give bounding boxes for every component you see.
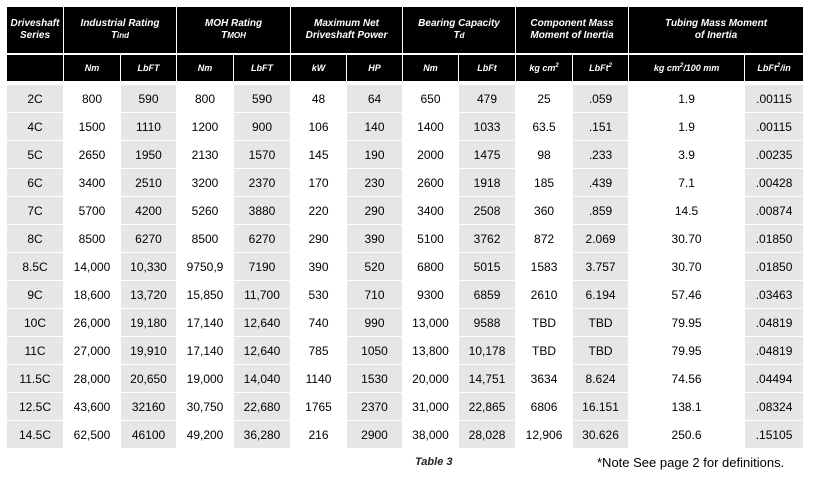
table-row: [7, 113, 803, 141]
cell-tubing-lbft: .15105: [745, 421, 803, 449]
cell-component-lbft: 2.069: [573, 225, 629, 253]
cell-component-kgcm: 872: [516, 225, 573, 253]
cell-moh-lbft: 7190: [234, 253, 291, 281]
cell-industrial-lbft: 32160: [121, 393, 177, 421]
cell-tubing-kgcm: 74.56: [629, 365, 745, 393]
cell-bearing-nm: 1400: [403, 113, 459, 141]
cell-tubing-kgcm: 30.70: [629, 253, 745, 281]
cell-bearing-nm: 13,800: [403, 337, 459, 365]
table-row: [7, 393, 803, 421]
cell-industrial-nm: 800: [64, 85, 121, 113]
cell-industrial-lbft: 4200: [121, 197, 177, 225]
spec-table-wrapper: [7, 7, 803, 449]
header-industrial-rating: [64, 7, 177, 53]
cell-series: 8.5C: [7, 253, 64, 281]
cell-component-kgcm: 6806: [516, 393, 573, 421]
cell-component-lbft: 8.624: [573, 365, 629, 393]
cell-tubing-lbft: .01850: [745, 225, 803, 253]
cell-component-kgcm: 98: [516, 141, 573, 169]
cell-moh-nm: 5260: [177, 197, 234, 225]
cell-kw: 216: [291, 421, 347, 449]
cell-hp: 230: [347, 169, 403, 197]
cell-component-kgcm: 360: [516, 197, 573, 225]
table-row: [7, 225, 803, 253]
cell-bearing-nm: 6800: [403, 253, 459, 281]
cell-kw: 145: [291, 141, 347, 169]
header-moh-title: MOH Rating: [204, 18, 263, 29]
header-moh-symbol: T: [221, 30, 228, 41]
cell-series: 11.5C: [7, 365, 64, 393]
table-row: [7, 309, 803, 337]
cell-series: 4C: [7, 113, 64, 141]
table-row: [7, 197, 803, 225]
cell-moh-nm: 1200: [177, 113, 234, 141]
cell-series: 6C: [7, 169, 64, 197]
cell-industrial-nm: 1500: [64, 113, 121, 141]
cell-bearing-lbft: 3762: [459, 225, 516, 253]
table-row: [7, 365, 803, 393]
cell-component-kgcm: 2610: [516, 281, 573, 309]
unit-tubing-kgcm: [629, 53, 745, 81]
cell-bearing-lbft: 14,751: [459, 365, 516, 393]
cell-bearing-lbft: 28,028: [459, 421, 516, 449]
cell-moh-nm: 2130: [177, 141, 234, 169]
cell-bearing-lbft: 9588: [459, 309, 516, 337]
cell-component-lbft: 16.151: [573, 393, 629, 421]
cell-bearing-lbft: 5015: [459, 253, 516, 281]
cell-industrial-lbft: 20,650: [121, 365, 177, 393]
cell-industrial-nm: 27,000: [64, 337, 121, 365]
cell-industrial-lbft: 19,180: [121, 309, 177, 337]
cell-kw: 740: [291, 309, 347, 337]
cell-series: 5C: [7, 141, 64, 169]
cell-industrial-nm: 62,500: [64, 421, 121, 449]
cell-component-lbft: .439: [573, 169, 629, 197]
cell-bearing-nm: 2600: [403, 169, 459, 197]
cell-moh-lbft: 36,280: [234, 421, 291, 449]
cell-hp: 140: [347, 113, 403, 141]
cell-industrial-nm: 8500: [64, 225, 121, 253]
cell-industrial-nm: 14,000: [64, 253, 121, 281]
unit-component-kgcm: [516, 53, 573, 81]
cell-moh-lbft: 14,040: [234, 365, 291, 393]
unit-component-lbft-sup: 2: [608, 63, 612, 69]
cell-component-lbft: 6.194: [573, 281, 629, 309]
cell-moh-lbft: 12,640: [234, 337, 291, 365]
cell-tubing-lbft: .08324: [745, 393, 803, 421]
unit-tubing-kgcm-sup: 2: [679, 63, 684, 69]
cell-industrial-nm: 28,000: [64, 365, 121, 393]
cell-industrial-lbft: 6270: [121, 225, 177, 253]
cell-tubing-kgcm: 138.1: [629, 393, 745, 421]
table-row: [7, 421, 803, 449]
cell-component-kgcm: TBD: [516, 309, 573, 337]
cell-kw: 170: [291, 169, 347, 197]
table-row: [7, 169, 803, 197]
cell-bearing-lbft: 1918: [459, 169, 516, 197]
cell-bearing-nm: 2000: [403, 141, 459, 169]
cell-bearing-lbft: 2508: [459, 197, 516, 225]
table-row: [7, 281, 803, 309]
cell-tubing-lbft: .04819: [745, 309, 803, 337]
cell-series: 2C: [7, 85, 64, 113]
unit-component-lbft: [573, 53, 629, 81]
cell-component-lbft: 3.757: [573, 253, 629, 281]
cell-moh-lbft: 2370: [234, 169, 291, 197]
cell-kw: 1140: [291, 365, 347, 393]
cell-hp: 390: [347, 225, 403, 253]
cell-component-kgcm: 63.5: [516, 113, 573, 141]
cell-industrial-lbft: 10,330: [121, 253, 177, 281]
cell-tubing-kgcm: 79.95: [629, 337, 745, 365]
cell-tubing-kgcm: 1.9: [629, 113, 745, 141]
unit-tubing-lbft-sup: 2: [776, 63, 781, 69]
header-tubing-line1: Tubing Mass Moment: [665, 18, 768, 29]
unit-moh-nm: Nm: [177, 53, 234, 81]
header-power-line1: Maximum Net: [314, 18, 380, 29]
cell-tubing-kgcm: 79.95: [629, 309, 745, 337]
cell-moh-nm: 800: [177, 85, 234, 113]
cell-series: 8C: [7, 225, 64, 253]
header-moh-subscript: MOH: [227, 31, 246, 40]
table-body: [7, 81, 803, 449]
cell-tubing-kgcm: 7.1: [629, 169, 745, 197]
cell-industrial-nm: 18,600: [64, 281, 121, 309]
cell-industrial-lbft: 13,720: [121, 281, 177, 309]
cell-kw: 530: [291, 281, 347, 309]
cell-hp: 990: [347, 309, 403, 337]
cell-moh-lbft: 22,680: [234, 393, 291, 421]
cell-tubing-kgcm: 1.9: [629, 85, 745, 113]
cell-industrial-nm: 2650: [64, 141, 121, 169]
cell-moh-nm: 19,000: [177, 365, 234, 393]
cell-industrial-lbft: 2510: [121, 169, 177, 197]
cell-component-lbft: .151: [573, 113, 629, 141]
cell-component-kgcm: 25: [516, 85, 573, 113]
header-power-line2: Driveshaft Power: [305, 30, 388, 41]
cell-industrial-lbft: 19,910: [121, 337, 177, 365]
cell-hp: 520: [347, 253, 403, 281]
header-units-row: [7, 53, 803, 81]
cell-component-kgcm: 3634: [516, 365, 573, 393]
cell-industrial-nm: 43,600: [64, 393, 121, 421]
cell-moh-nm: 3200: [177, 169, 234, 197]
unit-tubing-lbft-text: LbFt: [757, 63, 777, 73]
cell-moh-nm: 15,850: [177, 281, 234, 309]
cell-hp: 290: [347, 197, 403, 225]
cell-bearing-lbft: 1033: [459, 113, 516, 141]
unit-component-kgcm-text: kg cm: [529, 63, 556, 73]
header-series: [7, 7, 64, 53]
cell-kw: 390: [291, 253, 347, 281]
cell-tubing-lbft: .04819: [745, 337, 803, 365]
unit-component-kgcm-sup: 2: [555, 63, 559, 69]
cell-hp: 2900: [347, 421, 403, 449]
cell-kw: 106: [291, 113, 347, 141]
cell-industrial-nm: 26,000: [64, 309, 121, 337]
cell-component-kgcm: TBD: [516, 337, 573, 365]
unit-kw: kW: [291, 53, 347, 81]
cell-moh-nm: 9750,9: [177, 253, 234, 281]
cell-tubing-lbft: .04494: [745, 365, 803, 393]
cell-bearing-lbft: 479: [459, 85, 516, 113]
cell-industrial-lbft: 590: [121, 85, 177, 113]
table-row: [7, 141, 803, 169]
header-bearing-title: Bearing Capacity: [418, 18, 500, 29]
cell-component-lbft: .859: [573, 197, 629, 225]
cell-moh-lbft: 590: [234, 85, 291, 113]
cell-bearing-nm: 20,000: [403, 365, 459, 393]
cell-tubing-kgcm: 57.46: [629, 281, 745, 309]
header-component-inertia: [516, 7, 629, 53]
cell-moh-lbft: 12,640: [234, 309, 291, 337]
header-industrial-title: Industrial Rating: [80, 18, 160, 29]
cell-moh-lbft: 11,700: [234, 281, 291, 309]
cell-bearing-nm: 38,000: [403, 421, 459, 449]
header-component-line2: Moment of Inertia: [530, 30, 614, 41]
cell-bearing-nm: 650: [403, 85, 459, 113]
cell-industrial-nm: 3400: [64, 169, 121, 197]
cell-tubing-lbft: .03463: [745, 281, 803, 309]
cell-tubing-lbft: .00235: [745, 141, 803, 169]
cell-component-lbft: 30.626: [573, 421, 629, 449]
unit-tubing-kgcm-rest: /100 mm: [683, 63, 720, 73]
cell-hp: 2370: [347, 393, 403, 421]
cell-hp: 1530: [347, 365, 403, 393]
cell-tubing-lbft: .00115: [745, 113, 803, 141]
header-series-line1: Driveshaft: [10, 18, 60, 29]
cell-bearing-nm: 9300: [403, 281, 459, 309]
cell-hp: 64: [347, 85, 403, 113]
table-row: [7, 337, 803, 365]
cell-industrial-nm: 5700: [64, 197, 121, 225]
cell-kw: 220: [291, 197, 347, 225]
cell-kw: 785: [291, 337, 347, 365]
header-industrial-symbol: T: [110, 30, 118, 41]
unit-hp: HP: [347, 53, 403, 81]
cell-component-lbft: .233: [573, 141, 629, 169]
cell-tubing-lbft: .00874: [745, 197, 803, 225]
header-bearing-symbol: T: [453, 30, 460, 41]
cell-tubing-kgcm: 14.5: [629, 197, 745, 225]
cell-series: 9C: [7, 281, 64, 309]
cell-tubing-lbft: .01850: [745, 253, 803, 281]
header-moh-rating: [177, 7, 291, 53]
cell-bearing-nm: 5100: [403, 225, 459, 253]
unit-moh-lbft: LbFT: [234, 53, 291, 81]
driveshaft-spec-table: [7, 7, 803, 449]
cell-hp: 710: [347, 281, 403, 309]
cell-series: 7C: [7, 197, 64, 225]
unit-tubing-lbft: [745, 53, 803, 81]
cell-kw: 1765: [291, 393, 347, 421]
header-bearing-subscript: d: [459, 31, 465, 40]
cell-component-kgcm: 185: [516, 169, 573, 197]
cell-moh-lbft: 900: [234, 113, 291, 141]
cell-moh-nm: 49,200: [177, 421, 234, 449]
cell-component-lbft: TBD: [573, 309, 629, 337]
cell-series: 12.5C: [7, 393, 64, 421]
cell-series: 10C: [7, 309, 64, 337]
cell-tubing-kgcm: 30.70: [629, 225, 745, 253]
cell-hp: 1050: [347, 337, 403, 365]
cell-bearing-lbft: 1475: [459, 141, 516, 169]
header-tubing-line2: of Inertia: [694, 30, 738, 41]
cell-bearing-nm: 31,000: [403, 393, 459, 421]
header-series-line2: Series: [19, 30, 51, 41]
unit-tubing-lbft-rest: /in: [780, 63, 791, 73]
cell-kw: 290: [291, 225, 347, 253]
cell-moh-lbft: 3880: [234, 197, 291, 225]
cell-industrial-lbft: 1110: [121, 113, 177, 141]
cell-bearing-nm: 13,000: [403, 309, 459, 337]
cell-moh-lbft: 1570: [234, 141, 291, 169]
header-tubing-inertia: [629, 7, 803, 53]
cell-tubing-kgcm: 3.9: [629, 141, 745, 169]
unit-bearing-lbft: LbFt: [459, 53, 516, 81]
cell-bearing-lbft: 22,865: [459, 393, 516, 421]
cell-tubing-lbft: .00115: [745, 85, 803, 113]
cell-component-lbft: .059: [573, 85, 629, 113]
definitions-note: *Note See page 2 for definitions.: [597, 455, 785, 470]
table-row: [7, 85, 803, 113]
cell-industrial-lbft: 46100: [121, 421, 177, 449]
cell-hp: 190: [347, 141, 403, 169]
cell-industrial-lbft: 1950: [121, 141, 177, 169]
cell-bearing-nm: 3400: [403, 197, 459, 225]
unit-industrial-lbft: LbFT: [121, 53, 177, 81]
cell-tubing-kgcm: 250.6: [629, 421, 745, 449]
cell-moh-nm: 17,140: [177, 309, 234, 337]
cell-series: 14.5C: [7, 421, 64, 449]
header-max-power: [291, 7, 403, 53]
table-row: [7, 253, 803, 281]
cell-kw: 48: [291, 85, 347, 113]
header-group-row: [7, 7, 803, 53]
cell-moh-lbft: 6270: [234, 225, 291, 253]
cell-moh-nm: 8500: [177, 225, 234, 253]
table-caption: Table 3: [415, 456, 453, 468]
cell-series: 11C: [7, 337, 64, 365]
unit-bearing-nm: Nm: [403, 53, 459, 81]
cell-moh-nm: 30,750: [177, 393, 234, 421]
header-component-line1: Component Mass: [530, 18, 614, 29]
cell-bearing-lbft: 6859: [459, 281, 516, 309]
cell-tubing-lbft: .00428: [745, 169, 803, 197]
unit-series-blank: [7, 53, 64, 81]
unit-industrial-nm: Nm: [64, 53, 121, 81]
cell-component-lbft: TBD: [573, 337, 629, 365]
unit-component-lbft-text: LbFt: [589, 63, 609, 73]
header-industrial-subscript: ind: [117, 31, 130, 40]
cell-component-kgcm: 12,906: [516, 421, 573, 449]
cell-bearing-lbft: 10,178: [459, 337, 516, 365]
header-bearing-capacity: [403, 7, 516, 53]
cell-component-kgcm: 1583: [516, 253, 573, 281]
unit-tubing-kgcm-text: kg cm: [653, 63, 680, 73]
cell-moh-nm: 17,140: [177, 337, 234, 365]
